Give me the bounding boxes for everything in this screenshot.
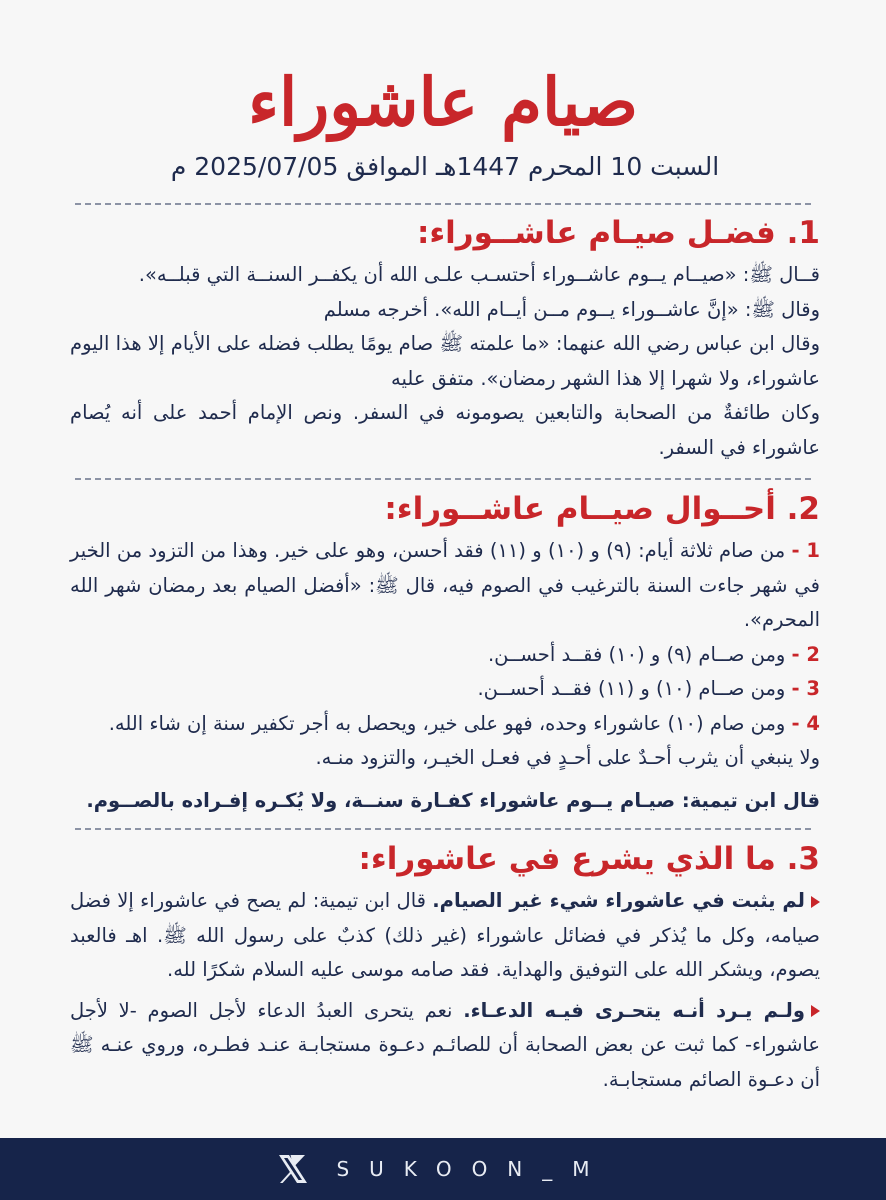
paragraph: وكان طائفةٌ من الصحابة والتابعين يصومونه في السفر. ونص الإمام أحمد على أنه يُصام عاشوراء في السفر. (70, 401, 820, 459)
date-line: السبت 10 المحرم 1447هـ الموافق 2025/07/05 م (170, 152, 720, 181)
divider (75, 203, 811, 205)
list-item (70, 707, 820, 742)
footer-handle: SUKOON_M (336, 1157, 610, 1181)
item-number: 3 - (791, 677, 820, 700)
item-number: 2 - (791, 642, 820, 666)
section-virtue (70, 212, 820, 465)
section-legislated (70, 838, 820, 1097)
paragraph: قــال ﷺ: «صيــام يــوم عاشــوراء أحتسـب علـى الله أن يكفــر السنــة التي قبلــه». (138, 263, 820, 286)
triangle-bullet-icon (811, 1005, 820, 1017)
item-text: ومن صــام (١٠) و (١١) فقــد أحســن. (477, 677, 786, 700)
paragraph-lead: ولـم يـرد أنـه يتحـرى فيـه الدعـاء. (463, 998, 805, 1022)
list-item (70, 534, 820, 638)
divider (75, 478, 811, 480)
triangle-bullet-icon (811, 896, 820, 908)
paragraph-body: قال ابن تيمية: لم يصح في عاشوراء إلا فضل صيامه، وكل ما يُذكر في فضائل عاشوراء (غير ذلك) كذبٌ على رسول الله ﷺ. اهـ فالعبد يصوم، ويشكر الله على التوفيق والهداية. فقد صامه موسى عليه السلام شكرًا لله. (70, 889, 820, 981)
paragraph (70, 994, 820, 1098)
item-number: 4 - (791, 711, 820, 735)
section-states (70, 488, 820, 818)
item-text: ومن صام (١٠) عاشوراء وحده، فهو على خير، ويحصل به أجر تكفير سنة إن شاء الله. (108, 711, 786, 735)
paragraph: وقال ابن عباس رضي الله عنهما: «ما علمته ﷺ صام يومًا يطلب فضله على الأيام إلا هذا اليوم عاشوراء، ولا شهرا إلا هذا الشهر رمضان». متفق عليه (70, 332, 820, 390)
list-item (70, 672, 820, 707)
item-text: ومن صــام (٩) و (١٠) فقــد أحســن. (487, 642, 786, 666)
section-heading: 2. أحــوال صيــام عاشــوراء: (384, 491, 820, 527)
paragraph-body: نعم يتحرى العبدُ الدعاء لأجل الصوم -لا لأجل عاشوراء- كما ثبت عن بعض الصحابة أن للصائـم دعـوة مستجابـة عنـد فطـره، وروي عنـه ﷺ أن دعـوة الصائم مستجابـة. (70, 998, 820, 1091)
x-logo-icon (276, 1152, 310, 1186)
quote-paragraph: قال ابن تيمية: صيـام يــوم عاشوراء كفـارة سنــة، ولا يُكـره إفـراده بالصــوم. (86, 788, 820, 812)
paragraph-lead: لم يثبت في عاشوراء شيء غير الصيام. (432, 889, 805, 912)
page-title: صيام عاشوراء (247, 63, 639, 141)
list-item (70, 638, 820, 673)
item-number: 1 - (791, 539, 820, 562)
footer (0, 1138, 886, 1200)
paragraph: وقال ﷺ: «إنَّ عاشــوراء يــوم مــن أيــام الله». أخرجه مسلم (323, 297, 820, 321)
item-text: من صام ثلاثة أيام: (٩) و (١٠) و (١١) فقد أحسن، وهو على خير. وهذا من التزود من الخير في شهر جاءت السنة بالترغيب في الصوم فيه، قال ﷺ: «أفضل الصيام بعد رمضان شهر الله المحرم». (70, 539, 820, 631)
section-heading: 3. ما الذي يشرع في عاشوراء: (358, 841, 820, 877)
paragraph (70, 884, 820, 988)
divider (75, 828, 811, 830)
note-paragraph: ولا ينبغي أن يثرب أحـدٌ على أحـدٍ في فعـل الخيـر، والتزود منـه. (315, 746, 820, 769)
section-heading: 1. فضـل صيـام عاشــوراء: (416, 215, 820, 251)
